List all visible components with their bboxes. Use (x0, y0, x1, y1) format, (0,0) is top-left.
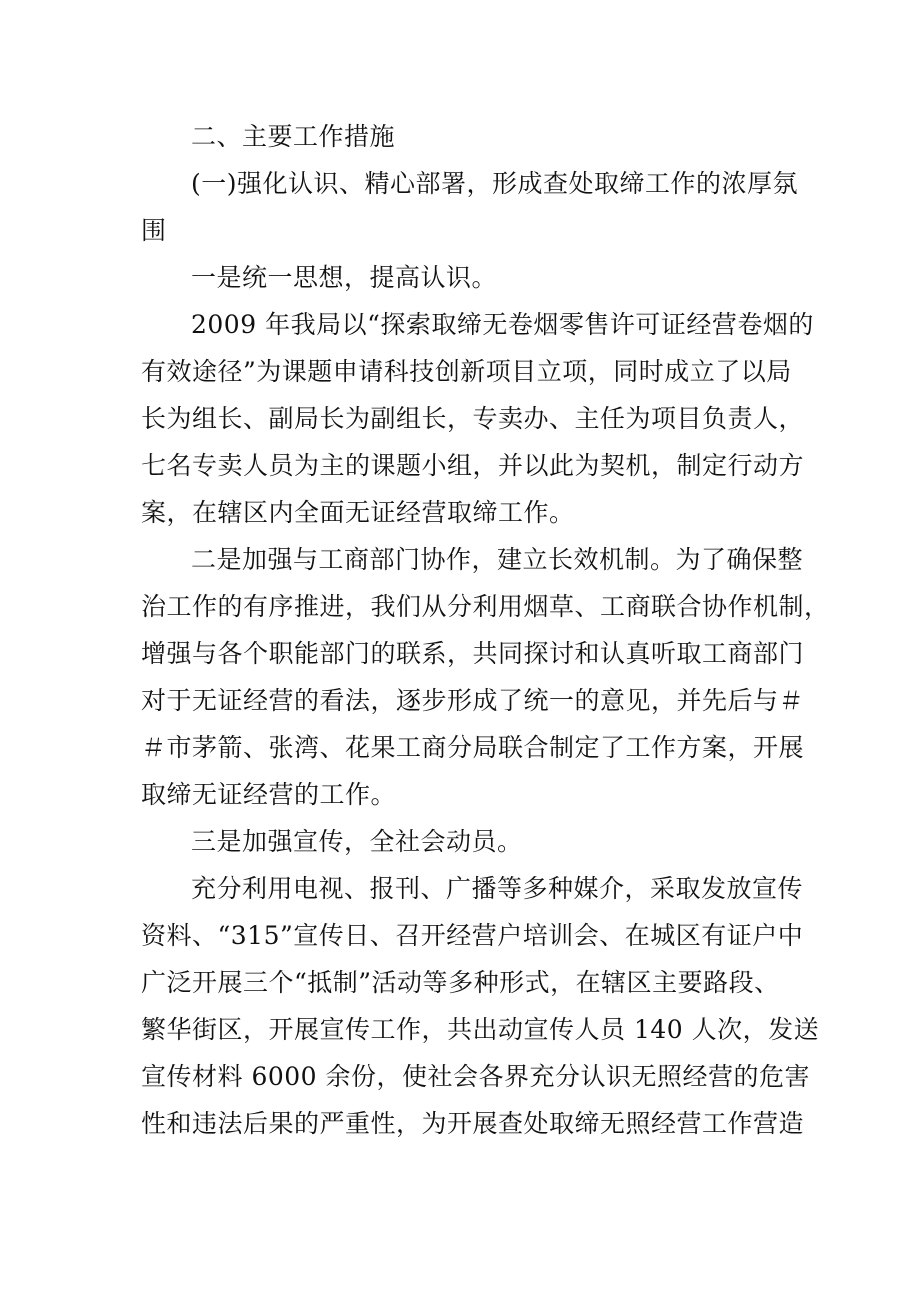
paragraph-line: 治工作的有序推进，我们从分利用烟草、工商联合协作机制， (141, 592, 830, 621)
paragraph-line: 有效途径”为课题申请科技创新项目立项，同时成立了以局 (141, 357, 792, 386)
point-heading-1: 一是统一思想，提高认识。 (191, 263, 498, 292)
section-heading: 二、主要工作措施 (191, 122, 396, 151)
paragraph-line: 七名专卖人员为主的课题小组，并以此为契机，制定行动方 (141, 451, 805, 480)
paragraph-line: 充分利用电视、报刊、广播等多种媒介，采取发放宣传 (191, 874, 804, 903)
paragraph-line: 长为组长、副局长为副组长，专卖办、主任为项目负责人， (141, 404, 805, 433)
paragraph-line: 2009 年我局以“探索取缔无卷烟零售许可证经营卷烟的 (191, 310, 814, 339)
subsection-heading-continued: 围 (141, 216, 167, 245)
subsection-heading: (一)强化认识、精心部署，形成查处取缔工作的浓厚氛 (191, 169, 799, 198)
paragraph-line: 取缔无证经营的工作。 (141, 780, 397, 809)
paragraph-line: 繁华街区，开展宣传工作，共出动宣传人员 140 人次，发送 (141, 1015, 820, 1044)
paragraph-line: 增强与各个职能部门的联系，共同探讨和认真听取工商部门 (141, 639, 805, 668)
paragraph-line: 性和违法后果的严重性，为开展查处取缔无照经营工作营造 (141, 1109, 805, 1138)
paragraph-line: 对于无证经营的看法，逐步形成了统一的意见，并先后与＃ (141, 686, 805, 715)
paragraph-line: ＃市茅箭、张湾、花果工商分局联合制定了工作方案，开展 (141, 733, 805, 762)
paragraph-line: 案，在辖区内全面无证经营取缔工作。 (141, 498, 575, 527)
paragraph-line: 宣传材料 6000 余份，使社会各界充分认识无照经营的危害 (141, 1062, 811, 1091)
paragraph-line: 资料、“315”宣传日、召开经营户培训会、在城区有证户中 (141, 921, 804, 950)
paragraph-line: 二是加强与工商部门协作，建立长效机制。为了确保整 (191, 545, 804, 574)
paragraph-line: 广泛开展三个“抵制”活动等多种形式，在辖区主要路段、 (141, 968, 780, 997)
point-heading-3: 三是加强宣传，全社会动员。 (191, 827, 523, 856)
